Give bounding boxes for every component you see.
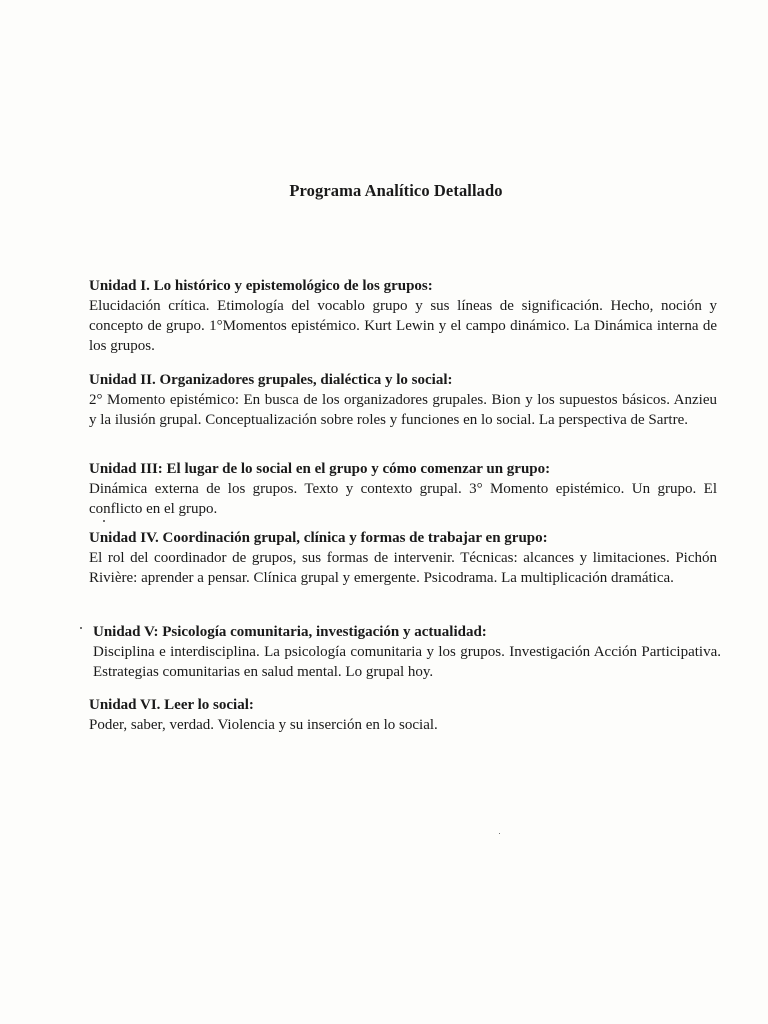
unit-section-6 bbox=[89, 695, 717, 735]
scan-speck bbox=[499, 833, 500, 834]
unit-section-5 bbox=[93, 622, 721, 682]
unit-body: 2° Momento epistémico: En busca de los organizadores grupales. Bion y los supuestos básicos. Anzieu y la ilusión grupal. Conceptualización sobre roles y funciones en lo social. La perspectiva de Sartre. bbox=[89, 392, 717, 428]
document-title: Programa Analítico Detallado bbox=[289, 181, 503, 200]
unit-body: Poder, saber, verdad. Violencia y su inserción en lo social. bbox=[89, 717, 438, 733]
unit-heading: Unidad III: El lugar de lo social en el grupo y cómo comenzar un grupo: bbox=[89, 461, 551, 477]
unit-body: Dinámica externa de los grupos. Texto y contexto grupal. 3° Momento epistémico. Un grupo. El conflicto en el grupo. bbox=[89, 481, 717, 517]
unit-section-3 bbox=[89, 459, 717, 519]
scan-speck bbox=[103, 520, 105, 522]
unit-section-4 bbox=[89, 528, 717, 588]
unit-section-2 bbox=[89, 370, 717, 430]
unit-heading: Unidad II. Organizadores grupales, dialéctica y lo social: bbox=[89, 372, 453, 388]
unit-body: El rol del coordinador de grupos, sus formas de intervenir. Técnicas: alcances y limitaciones. Pichón Rivière: aprender a pensar. Clínica grupal y emergente. Psicodrama. La multiplicación dramática. bbox=[89, 550, 717, 586]
unit-section-1 bbox=[89, 276, 717, 356]
unit-heading: Unidad IV. Coordinación grupal, clínica y formas de trabajar en grupo: bbox=[89, 530, 548, 546]
unit-body: Disciplina e interdisciplina. La psicología comunitaria y los grupos. Investigación Acción Participativa. Estrategias comunitarias en salud mental. Lo grupal hoy. bbox=[93, 644, 721, 680]
unit-heading: Unidad VI. Leer lo social: bbox=[89, 697, 254, 713]
unit-body: Elucidación crítica. Etimología del vocablo grupo y sus líneas de significación. Hecho, noción y concepto de grupo. 1°Momentos epistémico. Kurt Lewin y el campo dinámico. La Dinámica interna de los grupos. bbox=[89, 298, 717, 354]
scan-speck bbox=[80, 627, 82, 629]
unit-heading: Unidad I. Lo histórico y epistemológico de los grupos: bbox=[89, 278, 433, 294]
unit-heading: Unidad V: Psicología comunitaria, investigación y actualidad: bbox=[93, 624, 487, 640]
